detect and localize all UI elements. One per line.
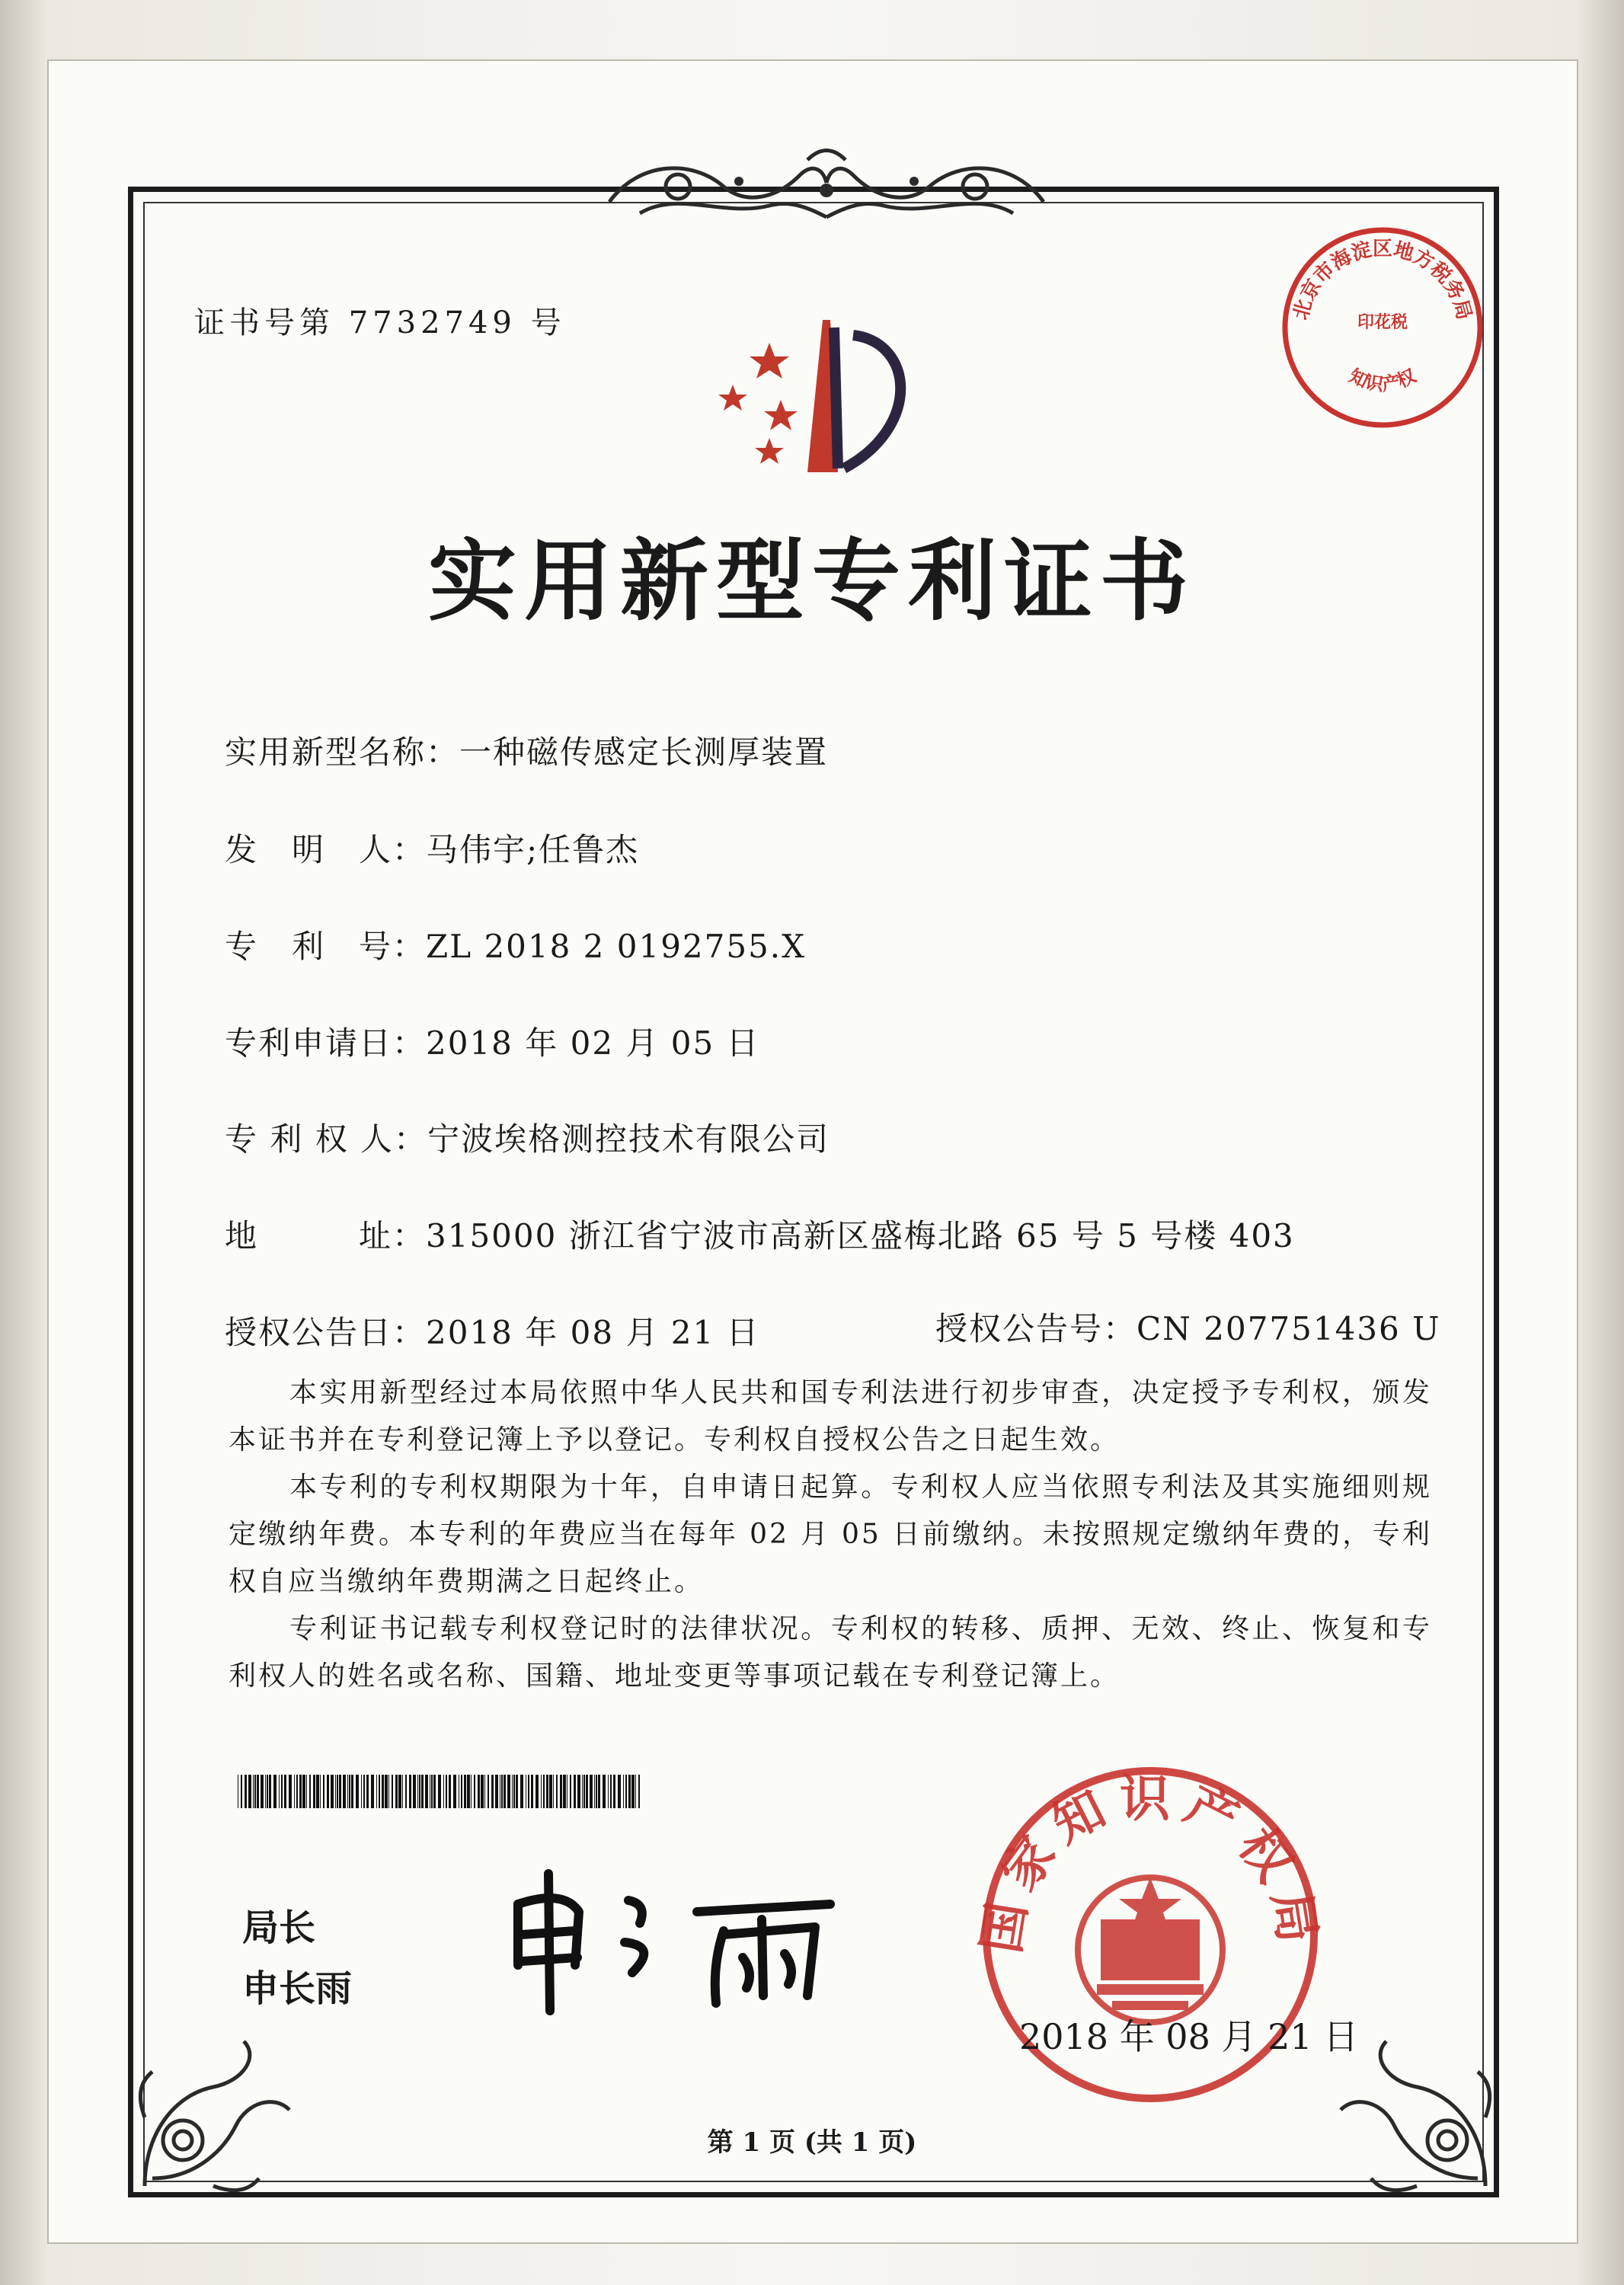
barcode-bar [337, 1775, 338, 1808]
barcode-bar [556, 1775, 558, 1808]
patent-office-logo-icon [701, 312, 952, 487]
barcode-bar [461, 1775, 462, 1808]
barcode-icon [238, 1775, 641, 1808]
barcode-bar [273, 1775, 277, 1808]
barcode-bar [598, 1775, 600, 1808]
paragraph-legal-status: 专利证书记载专利权登记时的法律状况。专利权的转移、质押、无效、终止、恢复和专利权人的姓名或名称、国籍、地址变更等事项记载在专利登记簿上。 [229, 1613, 1432, 1692]
barcode-bar [265, 1775, 266, 1808]
barcode-bar [294, 1775, 295, 1808]
barcode-bar [610, 1775, 612, 1808]
barcode-bar [245, 1775, 247, 1808]
field-label: 专利申请日： [225, 1024, 427, 1062]
barcode-bar [431, 1775, 433, 1808]
barcode-bar [254, 1775, 256, 1808]
barcode-bar [376, 1775, 377, 1808]
barcode-bar [349, 1775, 350, 1808]
barcode-bar [474, 1775, 475, 1808]
page-title: 实用新型专利证书 [428, 529, 1196, 633]
barcode-bar [253, 1775, 254, 1808]
barcode-bar [453, 1775, 456, 1808]
barcode-bar [388, 1775, 389, 1808]
barcode-bar [405, 1775, 407, 1808]
barcode-bar [269, 1775, 271, 1808]
paragraph-grant-statement: 本实用新型经过本局依照中华人民共和国专利法进行初步审查，决定授予专利权，颁发本证书并在专利登记簿上予以登记。专利权自授权公告之日起生效。 [229, 1377, 1432, 1456]
barcode-bar [549, 1775, 552, 1808]
barcode-bar [625, 1775, 627, 1808]
barcode-bar [339, 1775, 341, 1808]
field-label: 发 明 人： [225, 831, 427, 868]
barcode-bar [320, 1775, 321, 1808]
field-application-date [225, 1018, 760, 1064]
svg-text:北京市海淀区地方税务局 [1290, 238, 1475, 322]
barcode-bar [433, 1775, 436, 1808]
barcode-bar [335, 1775, 336, 1808]
barcode-bar [379, 1775, 380, 1808]
barcode-bar [531, 1775, 533, 1808]
barcode-bar [327, 1775, 329, 1808]
barcode-bar [356, 1775, 359, 1808]
field-label: 授权公告号： [935, 1310, 1137, 1347]
barcode-bar [546, 1775, 548, 1808]
barcode-bar [635, 1775, 636, 1808]
barcode-bar [491, 1775, 494, 1808]
barcode-bar [347, 1775, 348, 1808]
barcode-bar [501, 1775, 503, 1808]
barcode-bar [398, 1775, 401, 1808]
barcode-bar [495, 1775, 498, 1808]
barcode-bar [553, 1775, 554, 1808]
barcode-bar [541, 1775, 542, 1808]
field-patent-number [225, 922, 806, 967]
barcode-bar [623, 1775, 624, 1808]
barcode-bar [284, 1775, 286, 1808]
barcode-bar [628, 1775, 631, 1808]
barcode-bar [371, 1775, 374, 1808]
barcode-bar [409, 1775, 411, 1808]
svg-text:知识产权 [1346, 365, 1420, 395]
barcode-bar [382, 1775, 384, 1808]
barcode-bar [366, 1775, 369, 1808]
barcode-bar [594, 1775, 595, 1808]
barcode-bar [471, 1775, 472, 1808]
field-value: 宁波埃格测控技术有限公司 [427, 1120, 830, 1158]
barcode-bar [421, 1775, 424, 1808]
field-label: 实用新型名称： [225, 733, 460, 771]
barcode-bar [583, 1775, 585, 1808]
barcode-bar [535, 1775, 539, 1808]
barcode-bar [449, 1775, 451, 1808]
field-value: CN 207751436 U [1136, 1310, 1441, 1347]
seal-date: 2018 年 08 月 21 日 [1019, 2016, 1359, 2057]
barcode-bar [520, 1775, 523, 1808]
barcode-bar [543, 1775, 545, 1808]
field-value: ZL 2018 2 0192755.X [426, 928, 807, 965]
field-label: 专 利 号： [225, 928, 427, 965]
barcode-bar [590, 1775, 593, 1808]
barcode-bar [419, 1775, 420, 1808]
barcode-bar [331, 1775, 334, 1808]
barcode-bar [582, 1775, 583, 1808]
bottom-left-ornament-icon [129, 2026, 305, 2201]
barcode-bar [413, 1775, 416, 1808]
barcode-bar [613, 1775, 615, 1808]
barcode-bar [351, 1775, 353, 1808]
barcode-bar [257, 1775, 259, 1808]
top-ornament-icon [594, 145, 1059, 228]
barcode-bar [507, 1775, 510, 1808]
barcode-bar [563, 1775, 566, 1808]
barcode-bar [279, 1775, 280, 1808]
field-grant-date [225, 1308, 760, 1353]
barcode-bar [488, 1775, 489, 1808]
barcode-bar [608, 1775, 609, 1808]
barcode-bar [261, 1775, 264, 1808]
director-title: 局长 [242, 1906, 316, 1949]
barcode-bar [402, 1775, 403, 1808]
field-value: 2018 年 08 月 21 日 [426, 1314, 760, 1351]
stamp-mid-text: 印花税 [1357, 313, 1408, 332]
barcode-bar [438, 1775, 441, 1808]
barcode-bar [528, 1775, 529, 1808]
field-utility-model-name [225, 727, 828, 773]
barcode-bar [504, 1775, 506, 1808]
barcode-bar [512, 1775, 513, 1808]
field-value: 马伟宇;任鲁杰 [426, 831, 640, 868]
barcode-bar [481, 1775, 484, 1808]
paragraph-term-statement: 本专利的专利权期限为十年，自申请日起算。专利权人应当依照专利法及其实施细则规定缴纳年费。本专利的年费应当在每年 02 月 05 日前缴纳。未按照规定缴纳年费的，专利权自应当缴纳年费期满之日起终止。 [229, 1472, 1432, 1597]
barcode-bar [267, 1775, 268, 1808]
field-value: 315000 浙江省宁波市高新区盛梅北路 65 号 5 号楼 403 [426, 1217, 1295, 1254]
barcode-bar [516, 1775, 518, 1808]
field-address [225, 1211, 1295, 1257]
stamp-top-text: 北京市海淀区地方税务局 [1289, 238, 1476, 323]
barcode-bar [302, 1775, 305, 1808]
barcode-bar [417, 1775, 418, 1808]
field-inventor [225, 825, 639, 871]
barcode-bar [596, 1775, 597, 1808]
barcode-bar [467, 1775, 470, 1808]
barcode-bar [631, 1775, 635, 1808]
field-label: 专 利 权 人： [225, 1120, 428, 1158]
barcode-bar [363, 1775, 365, 1808]
barcode-bar [395, 1775, 398, 1808]
director-signature-icon [495, 1858, 846, 2018]
barcode-bar [484, 1775, 485, 1808]
barcode-bar [316, 1775, 319, 1808]
barcode-bar [299, 1775, 302, 1808]
field-label: 授权公告日： [225, 1314, 427, 1351]
barcode-bar [241, 1775, 242, 1808]
barcode-bar [281, 1775, 283, 1808]
field-label: 地 址： [225, 1217, 427, 1254]
barcode-bar [309, 1775, 311, 1808]
director-name: 申长雨 [242, 1967, 353, 2010]
barcode-bar [296, 1775, 298, 1808]
barcode-bar [513, 1775, 515, 1808]
barcode-bar [560, 1775, 562, 1808]
barcode-bar [638, 1775, 640, 1808]
seal-text: 国家知识产权局 [971, 1769, 1329, 1957]
barcode-bar [570, 1775, 571, 1808]
barcode-bar [446, 1775, 447, 1808]
barcode-bar [425, 1775, 428, 1808]
certificate-number-suffix: 号 [530, 305, 566, 340]
barcode-bar [323, 1775, 324, 1808]
national-ipa-seal-icon [971, 1756, 1329, 2114]
barcode-bar [464, 1775, 466, 1808]
field-value: 一种磁传感定长测厚装置 [459, 733, 829, 771]
barcode-bar [443, 1775, 444, 1808]
certificate-number [194, 299, 566, 342]
barcode-bar [392, 1775, 393, 1808]
page-indicator: 第 1 页 (共 1 页) [707, 2127, 917, 2158]
barcode-bar [306, 1775, 307, 1808]
stamp-bottom-text: 知识产权 [1345, 365, 1420, 395]
barcode-bar [577, 1775, 580, 1808]
barcode-bar [603, 1775, 606, 1808]
certificate-number-label: 证书号第 [194, 305, 334, 340]
barcode-bar [385, 1775, 388, 1808]
certificate-number-value: 7732749 [348, 305, 516, 340]
barcode-bar [343, 1775, 346, 1808]
field-grant-number [935, 1304, 1441, 1350]
barcode-bar [248, 1775, 251, 1808]
field-patent-holder [225, 1114, 830, 1160]
barcode-bar [586, 1775, 588, 1808]
barcode-bar [618, 1775, 621, 1808]
field-value: 2018 年 02 月 05 日 [426, 1024, 760, 1062]
barcode-bar [574, 1775, 576, 1808]
tax-stamp-icon [1272, 217, 1493, 438]
barcode-bar [361, 1775, 362, 1808]
barcode-bar [313, 1775, 315, 1808]
barcode-bar [478, 1775, 480, 1808]
barcode-bar [289, 1775, 292, 1808]
